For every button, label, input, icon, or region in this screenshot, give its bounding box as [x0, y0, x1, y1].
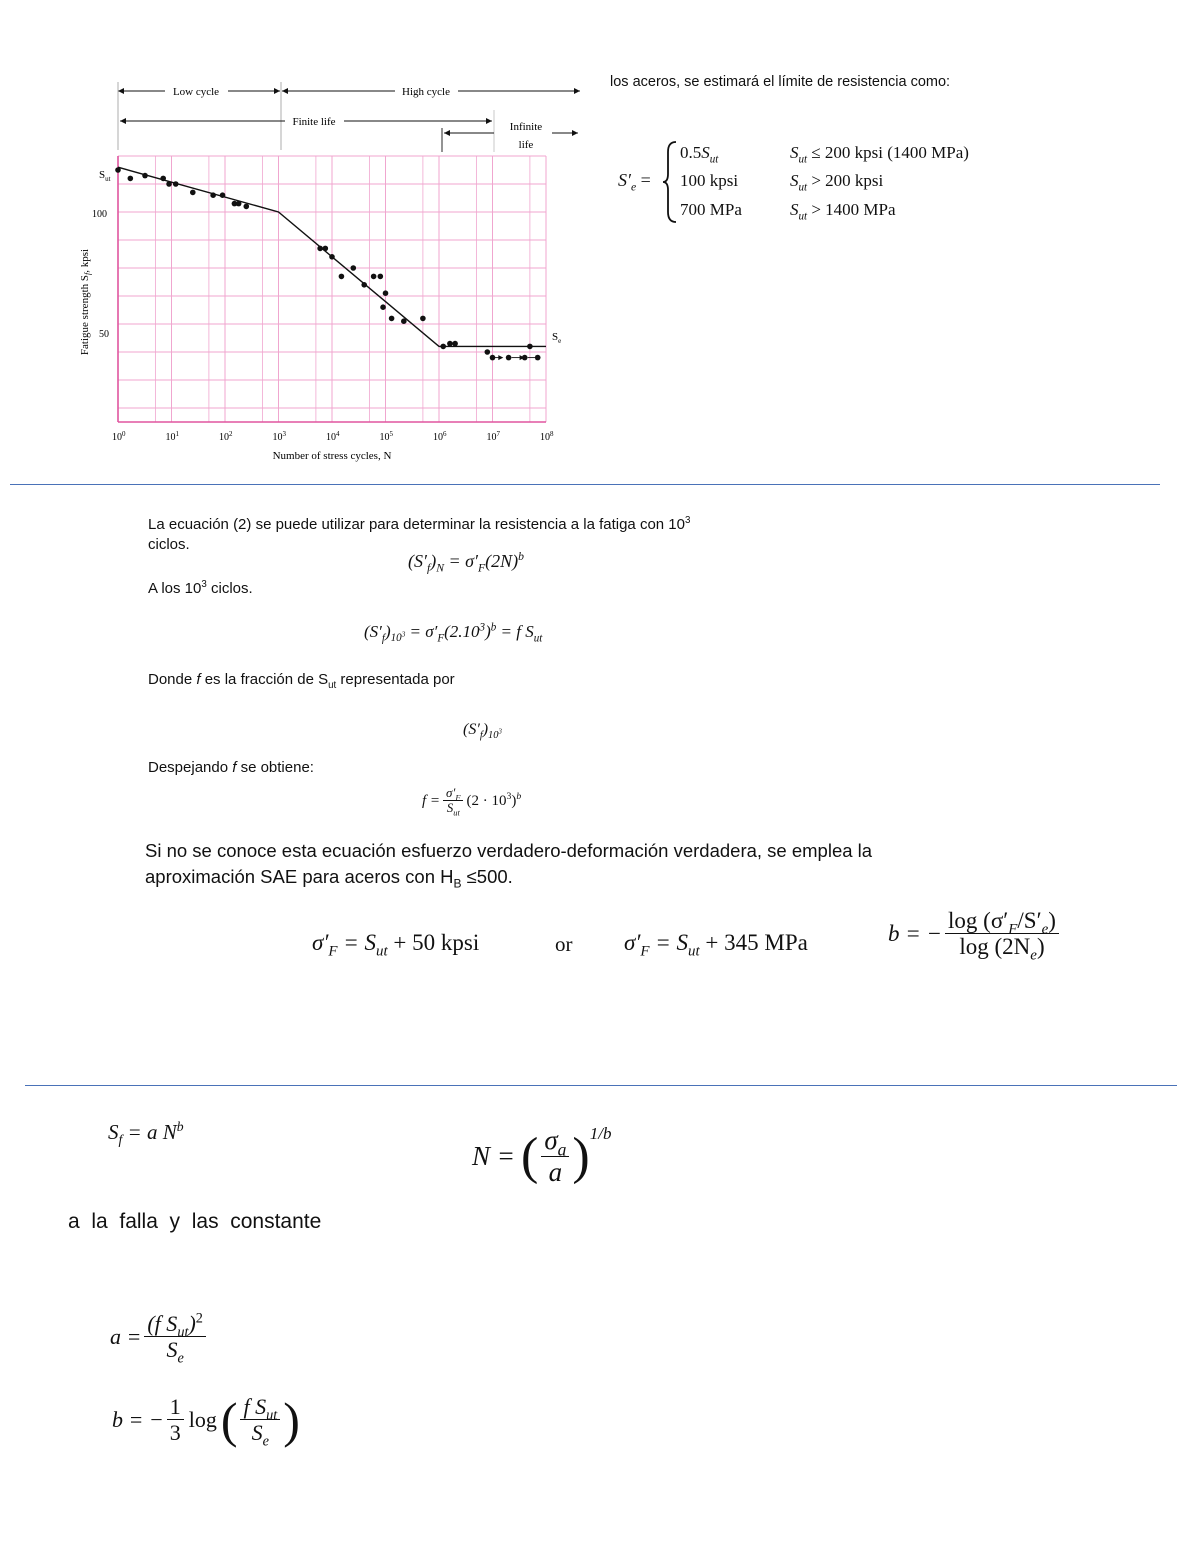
data-point — [361, 282, 367, 288]
case3-value: 700 MPa — [680, 200, 742, 219]
x-tick-label: $10^5$ — [379, 430, 393, 443]
data-point — [383, 290, 389, 296]
se-lhs: $S'_e$ = — [618, 170, 651, 194]
data-point — [160, 176, 166, 182]
runout-arrow-head — [498, 355, 503, 360]
x-tick-label: $10^8$ — [540, 430, 554, 443]
paragraph-5-line-2: aproximación SAE para aceros con $H_B \le 500$. — [145, 866, 513, 891]
chart-grid — [118, 156, 546, 422]
data-point — [506, 355, 512, 361]
case3-condition: $S_{ut} > 1400$ MPa — [790, 200, 896, 223]
data-point — [190, 190, 196, 196]
data-point — [378, 274, 384, 280]
close-paren: ) — [572, 1127, 590, 1185]
equation-4: f = $\frac{\sigma'_F}{S_{ut}}$ $(2 \cdot 10^3)^b$ — [422, 785, 522, 818]
x-tick-label: $10^0$ — [112, 430, 126, 443]
x-tick-label: $10^4$ — [326, 430, 340, 443]
open-paren: ( — [220, 1392, 238, 1449]
divider-1 — [10, 484, 1160, 485]
high-cycle-label: High cycle — [402, 86, 450, 98]
equation-9: N = ( $\frac{\sigma_a}{a}$ ) 1/b — [472, 1124, 612, 1187]
x-tick-label: $10^7$ — [486, 430, 500, 443]
case1-value: $0.5S_{ut}$ — [680, 143, 719, 166]
close-paren: ) — [283, 1392, 300, 1449]
data-point — [236, 201, 242, 207]
case2-value: 100 kpsi — [680, 171, 739, 190]
left-brace — [662, 140, 678, 224]
case2-condition: $S_{ut} > 200$ kpsi — [790, 171, 884, 194]
data-points — [115, 167, 541, 360]
x-axis-label: Number of stress cycles, N — [272, 450, 392, 462]
equation-8: $S_f = a$ $N^b$ — [108, 1119, 184, 1148]
data-point — [485, 349, 491, 355]
or-label: or — [555, 932, 573, 956]
equation-2: $(S'_f)_{10^3} = \sigma'_F(2.10^3)^b = f$ $S_{ut}$ — [364, 621, 543, 645]
data-point — [173, 181, 179, 187]
arrow-head — [274, 88, 280, 94]
equation-5: $\sigma'_F = S_{ut} + 50$ kpsi — [312, 930, 480, 960]
x-tick-label: $10^1$ — [165, 430, 179, 443]
arrow-head — [572, 130, 578, 136]
y-tick-50: 50 — [99, 329, 109, 340]
paragraph-1-line-2: ciclos. — [148, 536, 190, 553]
data-point — [128, 176, 134, 182]
data-point — [447, 341, 453, 347]
infinite-label-1: Infinite — [509, 121, 543, 133]
arrow-head — [282, 88, 288, 94]
paragraph-3: Donde f es la fracción de $S_{ut}$ representada por — [148, 671, 455, 691]
infinite-label-2: life — [518, 139, 534, 151]
y-tick-sut: $S_{ut}$ — [99, 169, 111, 183]
intro-text: los aceros, se estimará el límite de resistencia como: — [610, 74, 951, 90]
sn-chart — [70, 70, 590, 470]
low-cycle-label: Low cycle — [172, 86, 220, 98]
arrow-head — [120, 118, 126, 124]
data-point — [323, 246, 329, 252]
equation-7: b = − $\frac{\log (\sigma'_F/S'_e)}{\log (2N_e)}$ — [888, 908, 1062, 961]
data-point — [440, 344, 446, 350]
paragraph-1-line-1: La ecuación (2) se puede utilizar para determinar la resistencia a la fatiga con $10^3$ — [148, 515, 691, 533]
paragraph-5-line-1: Si no se conoce esta ecuación esfuerzo verdadero-deformación verdadera, se emplea la — [145, 840, 873, 861]
arrow-head — [118, 88, 124, 94]
data-point — [452, 341, 458, 347]
x-tick-label: $10^3$ — [272, 430, 286, 443]
data-point — [350, 265, 356, 271]
data-point — [420, 316, 426, 322]
x-tick-labels — [112, 430, 554, 443]
paragraph-6: a la falla y las constante — [68, 1210, 322, 1233]
finite-life-label: Finite life — [292, 116, 336, 128]
x-tick-label: $10^6$ — [433, 430, 447, 443]
data-point — [329, 254, 335, 260]
equation-3: $(S'_f)_{10^3}$ — [463, 721, 502, 742]
paragraph-4: Despejando f se obtiene: — [148, 759, 314, 776]
x-tick-label: $10^2$ — [219, 430, 233, 443]
data-point — [142, 173, 148, 179]
equation-10: a = $\frac{(f S_{ut})^2}{S_e}$ — [110, 1312, 209, 1362]
arrow-head — [486, 118, 492, 124]
open-paren: ( — [520, 1127, 539, 1185]
arrow-head — [444, 130, 450, 136]
data-point — [210, 192, 216, 198]
data-point — [339, 274, 345, 280]
data-point — [220, 192, 226, 198]
equation-11: b = − $\frac{1}{3}$ log ( $\frac{f S_{ut}}{S_e}$ ) — [112, 1392, 300, 1450]
data-point — [243, 204, 249, 210]
data-point — [527, 344, 533, 350]
data-point — [317, 246, 323, 252]
equation-6: $\sigma'_F = S_{ut} + 345$ MPa — [624, 930, 808, 960]
data-point — [166, 181, 172, 187]
se-label: $S_e$ — [552, 331, 562, 345]
paragraph-2: A los $10^3$ ciclos. — [148, 579, 253, 597]
arrow-head — [574, 88, 580, 94]
se-definition — [618, 140, 1038, 226]
y-tick-100: 100 — [92, 209, 107, 220]
data-point — [401, 318, 407, 324]
data-point — [380, 304, 386, 310]
equation-1: $(S'_f)_N = \sigma'_F(2N)^b$ — [408, 550, 524, 575]
data-point — [115, 167, 121, 173]
case1-condition: $S_{ut} \le 200$ kpsi (1400 MPa) — [790, 143, 969, 166]
divider-2 — [25, 1085, 1177, 1086]
data-point — [389, 316, 395, 322]
y-axis-label: Fatigue strength Sf, kpsi — [79, 248, 92, 356]
data-point — [371, 274, 377, 280]
